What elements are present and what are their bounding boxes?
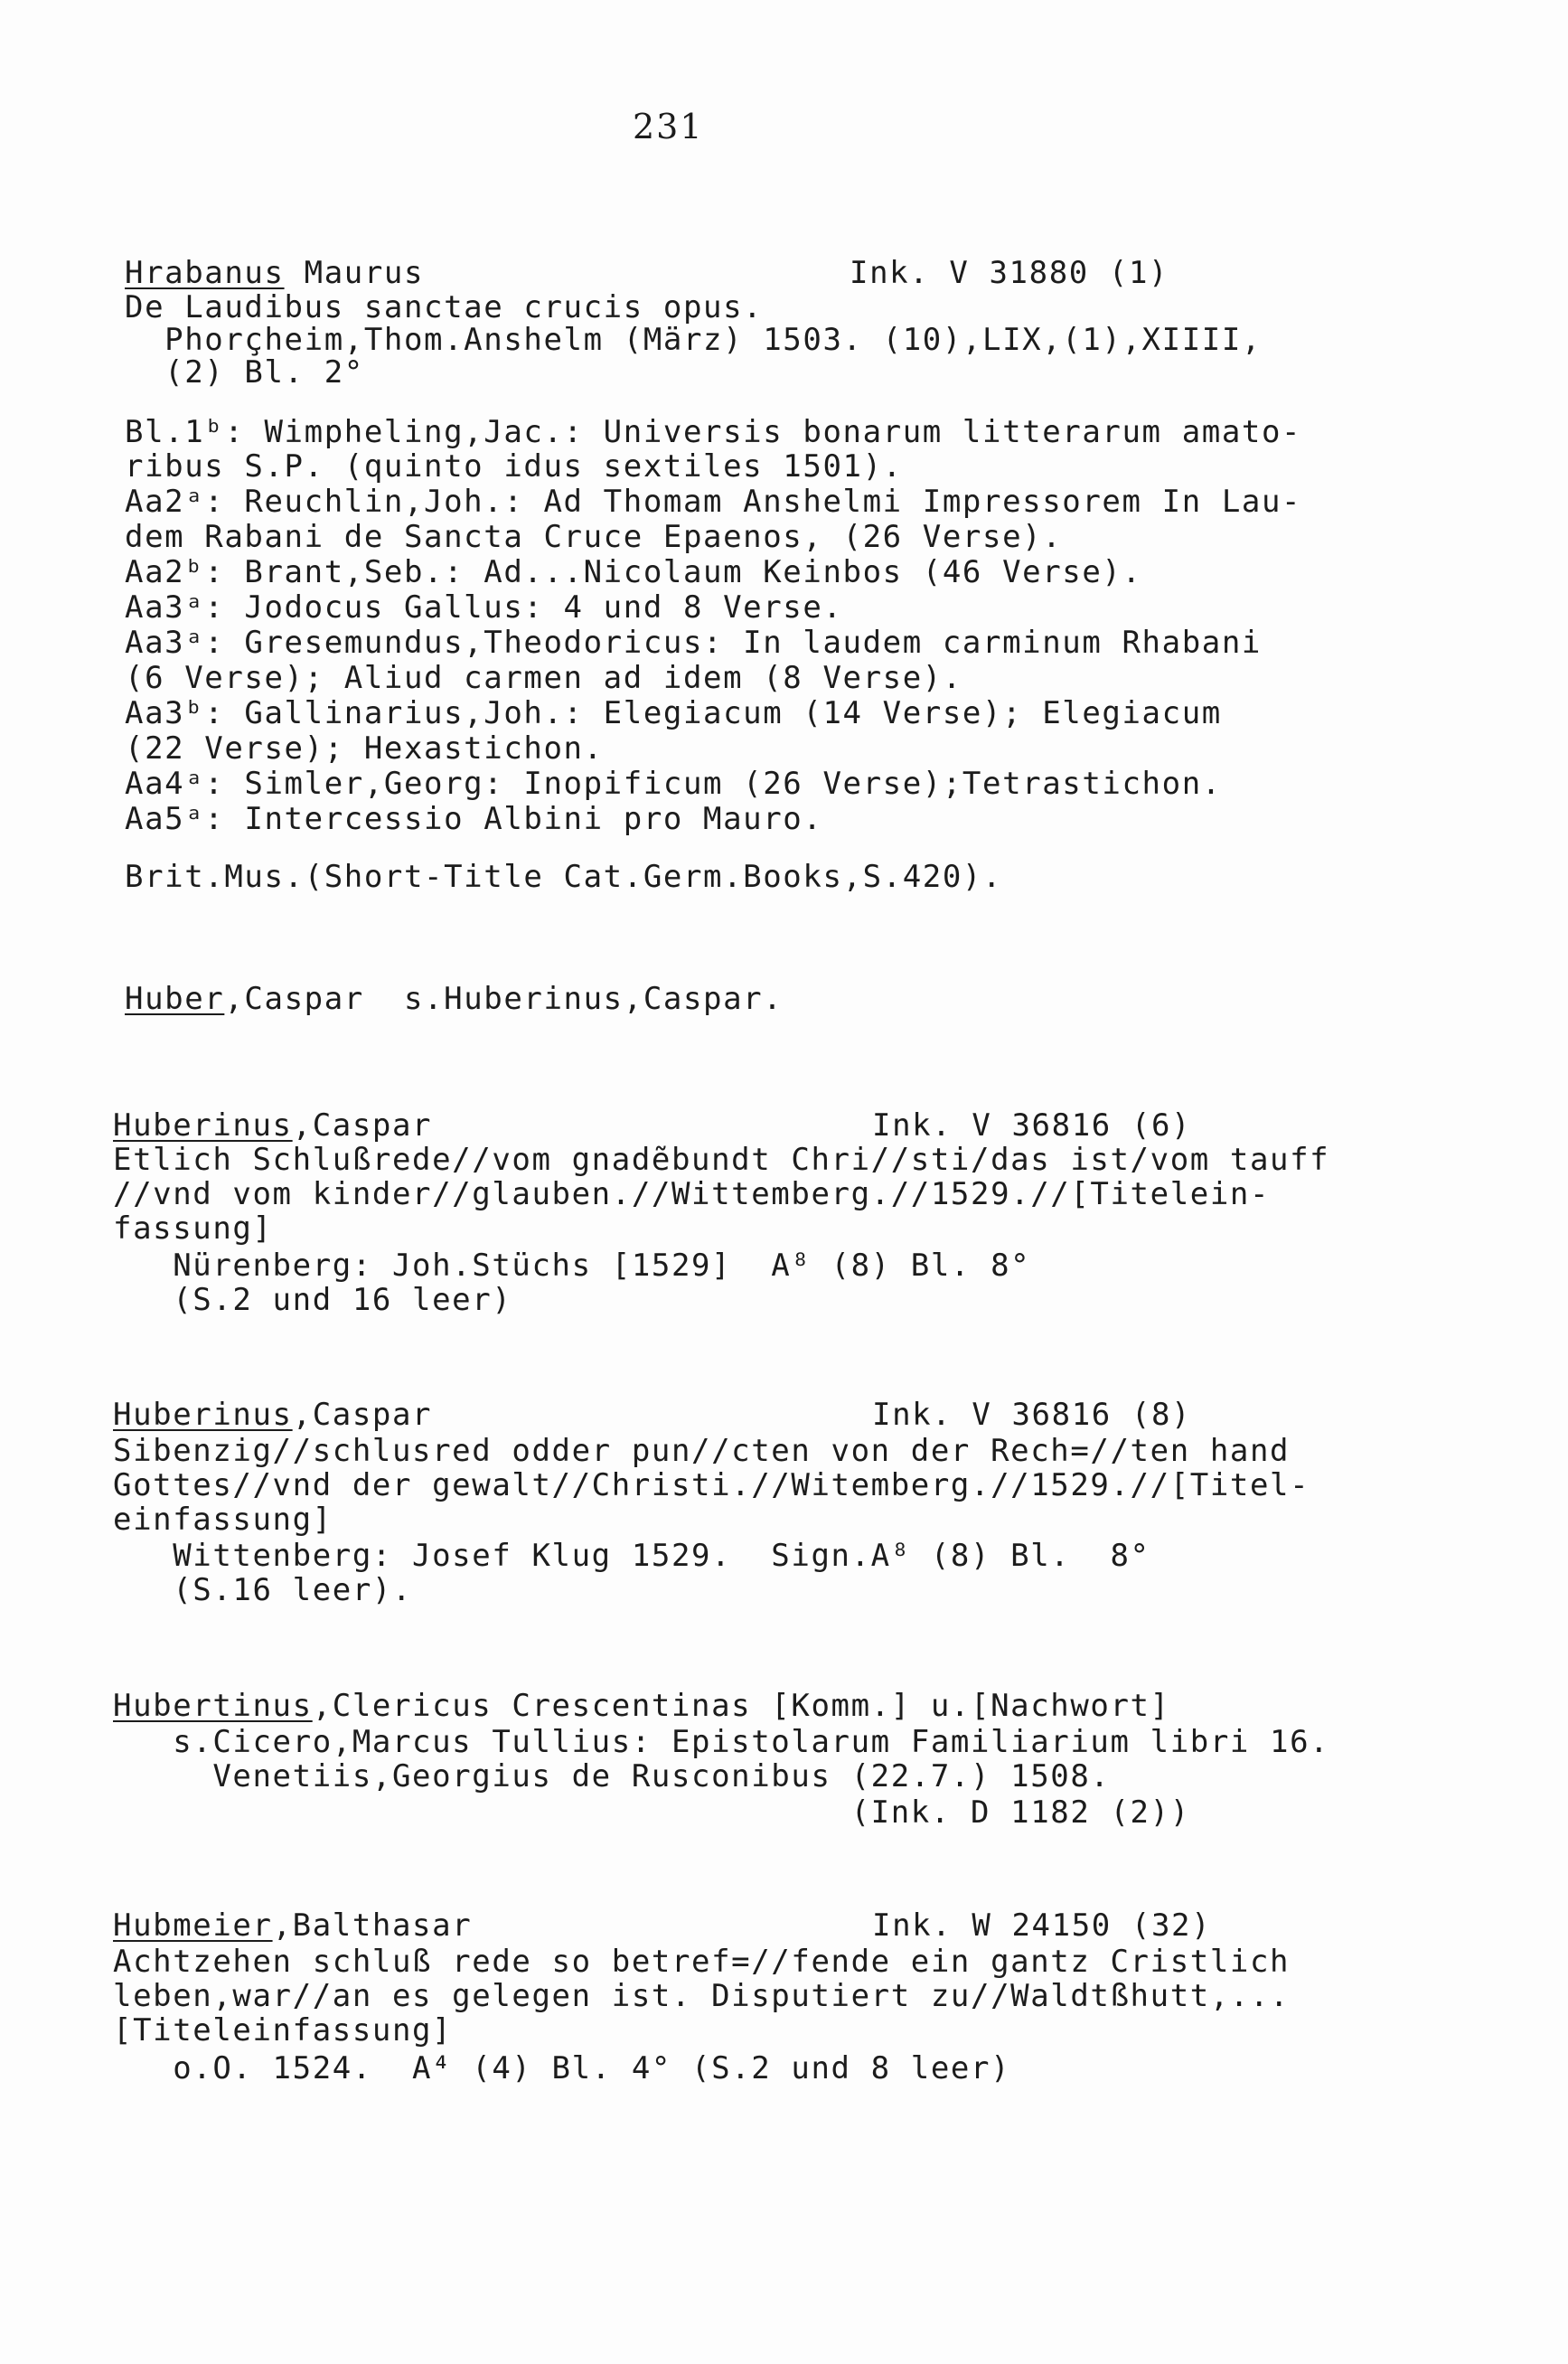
text-line: Aa2ᵃ: Reuchlin,Joh.: Ad Thomam Anshelmi Impressorem In Lau-	[125, 484, 1302, 520]
text-line: einfassung]	[113, 1502, 333, 1538]
text-line: Aa2ᵇ: Brant,Seb.: Ad...Nicolaum Keinbos (46 Verse).	[125, 554, 1142, 590]
author-rest: ,Clericus Crescentinas [Komm.] u.[Nachwort]	[312, 1688, 1170, 1724]
author-name: Huberinus	[113, 1397, 293, 1433]
text-line: ribus S.P. (quinto idus sextiles 1501).	[125, 448, 903, 485]
entry-heading	[113, 1688, 1170, 1724]
text-line: Sibenzig//schlusred odder pun//cten von der Rech=//ten hand	[113, 1433, 1291, 1469]
text-line: De Laudibus sanctae crucis opus.	[125, 289, 764, 325]
author-rest: ,Caspar s.Huberinus,Caspar.	[224, 981, 784, 1017]
page-number: 231	[633, 107, 704, 146]
text-line: (6 Verse); Aliud carmen ad idem (8 Verse).	[125, 660, 962, 696]
text-line: Phorçheim,Thom.Anshelm (März) 1503. (10),LIX,(1),XIIII,	[125, 322, 1262, 358]
text-line: [Titeleinfassung]	[113, 2012, 453, 2048]
shelfmark: Ink. V 36816 (6)	[872, 1107, 1192, 1144]
text-line: Brit.Mus.(Short-Title Cat.Germ.Books,S.420).	[125, 859, 1003, 895]
author-rest: ,Caspar	[292, 1397, 433, 1433]
text-line: Aa3ᵃ: Gresemundus,Theodoricus: In laudem carminum Rhabani	[125, 625, 1262, 661]
author-rest: ,Caspar	[292, 1107, 433, 1144]
text-line: s.Cicero,Marcus Tullius: Epistolarum Familiarium libri 16.	[113, 1724, 1330, 1760]
shelfmark: Ink. V 36816 (8)	[872, 1397, 1192, 1433]
text-line: (Ink. D 1182 (2))	[113, 1794, 1190, 1831]
text-line: //vnd vom kinder//glauben.//Wittemberg.//1529.//[Titelein-	[113, 1176, 1271, 1212]
author-name: Hubmeier	[113, 1907, 273, 1944]
text-line: Aa5ᵃ: Intercessio Albini pro Mauro.	[125, 801, 823, 837]
text-line: Aa3ᵃ: Jodocus Gallus: 4 und 8 Verse.	[125, 589, 843, 626]
text-line: fassung]	[113, 1210, 273, 1247]
text-line: Gottes//vnd der gewalt//Christi.//Witemberg.//1529.//[Titel-	[113, 1467, 1310, 1503]
author-name: Huberinus	[113, 1107, 293, 1144]
text-line: Bl.1ᵇ: Wimpheling,Jac.: Universis bonarum litterarum amato-	[125, 414, 1302, 450]
text-line: Etlich Schlußrede//vom gnadẽbundt Chri//sti/das ist/vom tauff	[113, 1142, 1330, 1178]
text-line: Nürenberg: Joh.Stüchs [1529] A⁸ (8) Bl. 8°	[113, 1248, 1031, 1284]
entry-heading	[113, 1107, 432, 1144]
text-line: dem Rabani de Sancta Cruce Epaenos, (26 Verse).	[125, 519, 1063, 555]
author-name: Hrabanus	[125, 255, 285, 291]
text-line: Aa4ᵃ: Simler,Georg: Inopificum (26 Verse);Tetrastichon.	[125, 766, 1222, 802]
entry-heading	[113, 1397, 432, 1433]
author-rest: Maurus	[284, 255, 425, 291]
text-line: (22 Verse); Hexastichon.	[125, 730, 604, 767]
entry-heading	[125, 981, 783, 1017]
text-line: Achtzehen schluß rede so betref=//fende ein gantz Cristlich	[113, 1944, 1291, 1980]
entry-heading	[125, 255, 424, 291]
text-line: (2) Bl. 2°	[125, 354, 364, 391]
text-line: (S.2 und 16 leer)	[113, 1282, 512, 1318]
text-line: Aa3ᵇ: Gallinarius,Joh.: Elegiacum (14 Verse); Elegiacum	[125, 695, 1222, 731]
author-rest: ,Balthasar	[272, 1907, 473, 1944]
shelfmark: Ink. W 24150 (32)	[872, 1907, 1212, 1944]
text-line: (S.16 leer).	[113, 1572, 413, 1608]
author-name: Huber	[125, 981, 225, 1017]
text-line: leben,war//an es gelegen ist. Disputiert zu//Waldtßhutt,...	[113, 1978, 1291, 2014]
text-line: Wittenberg: Josef Klug 1529. Sign.A⁸ (8) Bl. 8°	[113, 1538, 1150, 1574]
shelfmark: Ink. V 31880 (1)	[850, 255, 1169, 291]
entry-heading	[113, 1907, 472, 1944]
author-name: Hubertinus	[113, 1688, 313, 1724]
text-line: Venetiis,Georgius de Rusconibus (22.7.) 1508.	[113, 1758, 1111, 1794]
text-line: o.O. 1524. A⁴ (4) Bl. 4° (S.2 und 8 leer)	[113, 2050, 1011, 2086]
